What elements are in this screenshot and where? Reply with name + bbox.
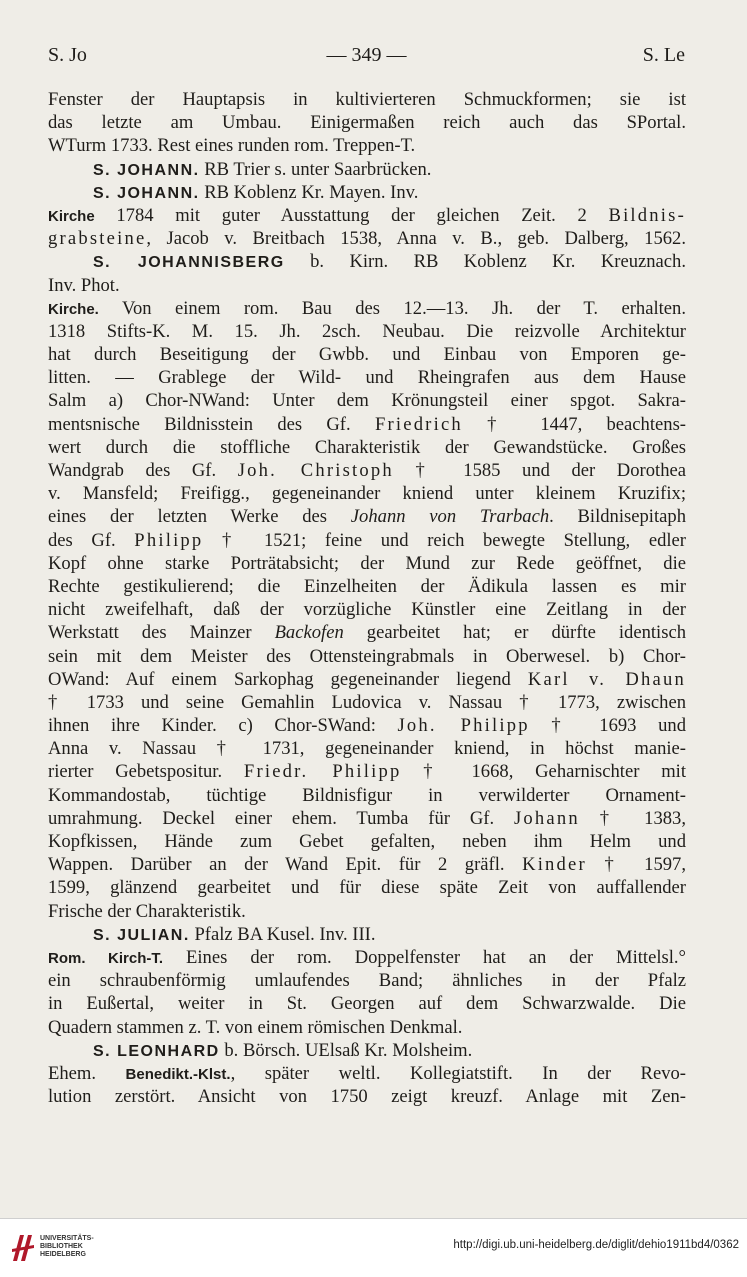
library-logo-icon — [10, 1231, 36, 1265]
text-run: , Jacob v. Breitbach 1538, Anna v. B., geb. Dalberg, 1562. — [146, 228, 686, 250]
text-run: b. Kirn. RB Koblenz Kr. Kreuznach. — [284, 251, 686, 273]
text-run: † 1693 und — [529, 715, 686, 737]
text-run: OWand: Auf einem Sarkophag gegeneinander liegend — [48, 668, 528, 690]
text-line — [48, 134, 686, 157]
header-left: S. Jo — [48, 44, 87, 66]
text-run: Johann von Trarbach — [350, 506, 550, 528]
text-run: 1599, glänzend gearbeitet und für diese späte Zeit von auffallender — [48, 877, 686, 899]
text-run: † 1585 und der Dorothea — [393, 460, 686, 481]
text-run: Joh. Philipp — [397, 715, 530, 737]
text-run: , später weltl. Kollegiatstift. In der Revo- — [230, 1062, 686, 1084]
text-line — [48, 946, 686, 969]
text-line — [48, 853, 686, 876]
text-run: lution zerstört. Ansicht von 1750 zeigt kreuzf. Anlage mit Zen- — [48, 1086, 686, 1108]
text-line — [48, 459, 686, 482]
text-line — [48, 88, 686, 111]
text-line — [48, 413, 686, 436]
text-line — [48, 505, 686, 528]
text-line — [48, 552, 686, 575]
text-run: Friedr. Philipp — [243, 761, 402, 783]
text-run: Friedrich — [374, 413, 463, 435]
text-run: RB Koblenz Kr. Mayen. Inv. — [199, 181, 419, 203]
text-run: . Bildnisepitaph — [549, 506, 686, 528]
text-run: Wappen. Darüber an der Wand Epit. für 2 gräfl. — [48, 854, 523, 876]
text-run: Johann — [513, 807, 580, 829]
text-run: umrahmung. Deckel einer ehem. Tumba für Gf. — [48, 807, 514, 829]
text-run: rierter Gebetspositur. — [48, 761, 244, 783]
text-run: Werkstatt des Mainzer — [48, 622, 275, 644]
text-line — [48, 876, 686, 899]
logo-line: UNIVERSITÄTS- — [40, 1235, 94, 1242]
text-line — [48, 204, 686, 227]
keyword: Kirche. — [48, 300, 99, 318]
text-line — [48, 1062, 686, 1085]
text-line — [48, 784, 686, 807]
text-run: † 1733 und seine Gemahlin Ludovica v. Nassau † 1773, zwischen — [48, 691, 686, 713]
entry-heading: S. JOHANNISBERG — [93, 254, 285, 272]
text-line — [48, 1016, 686, 1039]
text-line — [48, 575, 686, 598]
text-line — [48, 436, 686, 459]
text-run: hat durch Beseitigung der Gwbb. und Einbau von Emporen ge- — [48, 344, 686, 366]
running-header — [48, 44, 685, 72]
text-line — [48, 343, 686, 366]
text-run: ihnen ihre Kinder. c) Chor-SWand: — [48, 715, 398, 737]
text-run: Kinder — [522, 854, 587, 876]
text-run: Inv. Phot. — [48, 274, 120, 296]
text-line — [48, 158, 686, 181]
text-line — [48, 482, 686, 505]
text-run: Joh. Christoph — [237, 460, 394, 481]
text-line — [48, 250, 686, 273]
text-run: grabsteine — [48, 228, 147, 250]
text-line — [48, 389, 686, 412]
text-line — [48, 1085, 686, 1108]
text-run: Kommandostab, tüchtige Bildnisfigur in verwilderter Ornament- — [48, 784, 686, 806]
library-logo-text — [40, 1235, 94, 1259]
text-run: das letzte am Umbau. Einigermaßen reich auch das SPortal. — [48, 112, 686, 134]
text-run: Karl v. Dhaun — [527, 668, 686, 690]
text-line — [48, 366, 686, 389]
text-line — [48, 992, 686, 1015]
text-run: Bildnis- — [608, 204, 686, 226]
entry-heading: S. JOHANN. — [93, 161, 200, 179]
text-line — [48, 320, 686, 343]
text-run: Backofen — [274, 622, 344, 644]
text-line — [48, 274, 686, 297]
text-run: † 1668, Geharnischter mit — [401, 761, 686, 783]
text-run: v. Mansfeld; Freifigg., gegeneinander kniend unter kleinem Kruzifix; — [48, 483, 686, 505]
text-line — [48, 621, 686, 644]
text-run: Quadern stammen z. T. von einem römischen Denkmal. — [48, 1016, 463, 1038]
text-run: Fenster der Hauptapsis in kultivierteren Schmuckformen; sie ist — [48, 89, 686, 110]
text-run: † 1521; feine und reich bewegte Stellung, edler — [203, 529, 686, 551]
text-run: 1784 mit guter Ausstattung der gleichen Zeit. 2 — [94, 204, 609, 226]
text-run: in Eußertal, weiter in St. Georgen auf dem Schwarzwalde. Die — [48, 993, 686, 1015]
keyword: Kirche — [48, 207, 95, 225]
text-run: Wandgrab des Gf. — [48, 460, 238, 481]
text-line — [48, 111, 686, 134]
text-run: wert durch die stoffliche Charakteristik der Gewandstücke. Großes — [48, 436, 686, 458]
text-run: nicht zweifelhaft, daß der vorzügliche Künstler eine Zeitlang in der — [48, 599, 686, 621]
text-run: Salm a) Chor-NWand: Unter dem Krönungsteil einer spgot. Sakra- — [48, 390, 686, 412]
text-line — [48, 297, 686, 320]
text-line — [48, 969, 686, 992]
footer-bar — [0, 1218, 747, 1277]
text-line — [48, 737, 686, 760]
text-line — [48, 227, 686, 250]
page-number: — 349 — — [326, 44, 407, 66]
text-run: Von einem rom. Bau des 12.—13. Jh. der T. erhalten. — [98, 297, 686, 319]
text-run: WTurm 1733. Rest eines runden rom. Treppen-T. — [48, 135, 416, 157]
text-line — [48, 181, 686, 204]
text-run: b. Börsch. UElsaß Kr. Molsheim. — [219, 1039, 473, 1061]
text-run: † 1447, beachtens- — [462, 413, 686, 435]
text-run: Pfalz BA Kusel. Inv. III. — [189, 923, 376, 945]
text-run: 1318 Stifts-K. M. 15. Jh. 2sch. Neubau. Die reizvolle Architektur — [48, 320, 686, 342]
text-run: Rechte gestikulierend; die Einzelheiten der Ädikula lassen es mir — [48, 575, 686, 597]
entry-heading: S. LEONHARD — [93, 1042, 220, 1060]
text-line — [48, 830, 686, 853]
body-text — [48, 88, 686, 1108]
text-line — [48, 645, 686, 668]
text-run: sein mit dem Meister des Ottensteingrabmals in Oberwesel. b) Chor- — [48, 645, 686, 667]
keyword: Rom. Kirch-T. — [48, 949, 164, 967]
text-line — [48, 760, 686, 783]
text-run: gearbeitet hat; er dürfte identisch — [343, 622, 687, 644]
text-run: Kopf ohne starke Porträtabsicht; der Mund zur Rede geöffnet, die — [48, 552, 686, 574]
text-line — [48, 529, 686, 552]
text-run: Eines der rom. Doppelfenster hat an der Mittelsl.° — [163, 946, 686, 968]
text-run: Ehem. — [48, 1062, 126, 1084]
text-run: Frische der Charakteristik. — [48, 900, 246, 922]
text-run: ein schraubenförmig umlaufendes Band; ähnliches in der Pfalz — [48, 970, 686, 992]
header-right: S. Le — [642, 44, 685, 66]
text-run: Philipp — [134, 529, 204, 551]
source-url-link[interactable]: http://digi.ub.uni-heidelberg.de/diglit/dehio1911bd4/0362 — [453, 1239, 739, 1251]
text-run: mentsnische Bildnisstein des Gf. — [48, 413, 375, 435]
entry-heading: S. JULIAN. — [93, 926, 190, 944]
text-run: † 1597, — [586, 854, 686, 876]
text-run: eines der letzten Werke des — [48, 506, 351, 528]
text-run: litten. — Grablege der Wild- und Rheingrafen aus dem Hause — [48, 367, 686, 389]
text-line — [48, 1039, 686, 1062]
entry-heading: S. JOHANN. — [93, 184, 200, 202]
text-run: Anna v. Nassau † 1731, gegeneinander kniend, in höchst manie- — [48, 738, 686, 760]
text-line — [48, 691, 686, 714]
keyword: Benedikt.-Klst. — [125, 1065, 231, 1083]
text-line — [48, 598, 686, 621]
logo-line: BIBLIOTHEK — [40, 1243, 83, 1250]
text-line — [48, 714, 686, 737]
logo-line: HEIDELBERG — [40, 1251, 86, 1258]
text-run: des Gf. — [48, 529, 135, 551]
text-line — [48, 923, 686, 946]
text-line — [48, 668, 686, 691]
text-run: † 1383, — [579, 807, 686, 829]
text-line — [48, 900, 686, 923]
text-run: Kopfkissen, Hände zum Gebet gefalten, neben ihm Helm und — [48, 831, 686, 852]
text-line — [48, 807, 686, 830]
text-run: RB Trier s. unter Saarbrücken. — [199, 158, 432, 180]
